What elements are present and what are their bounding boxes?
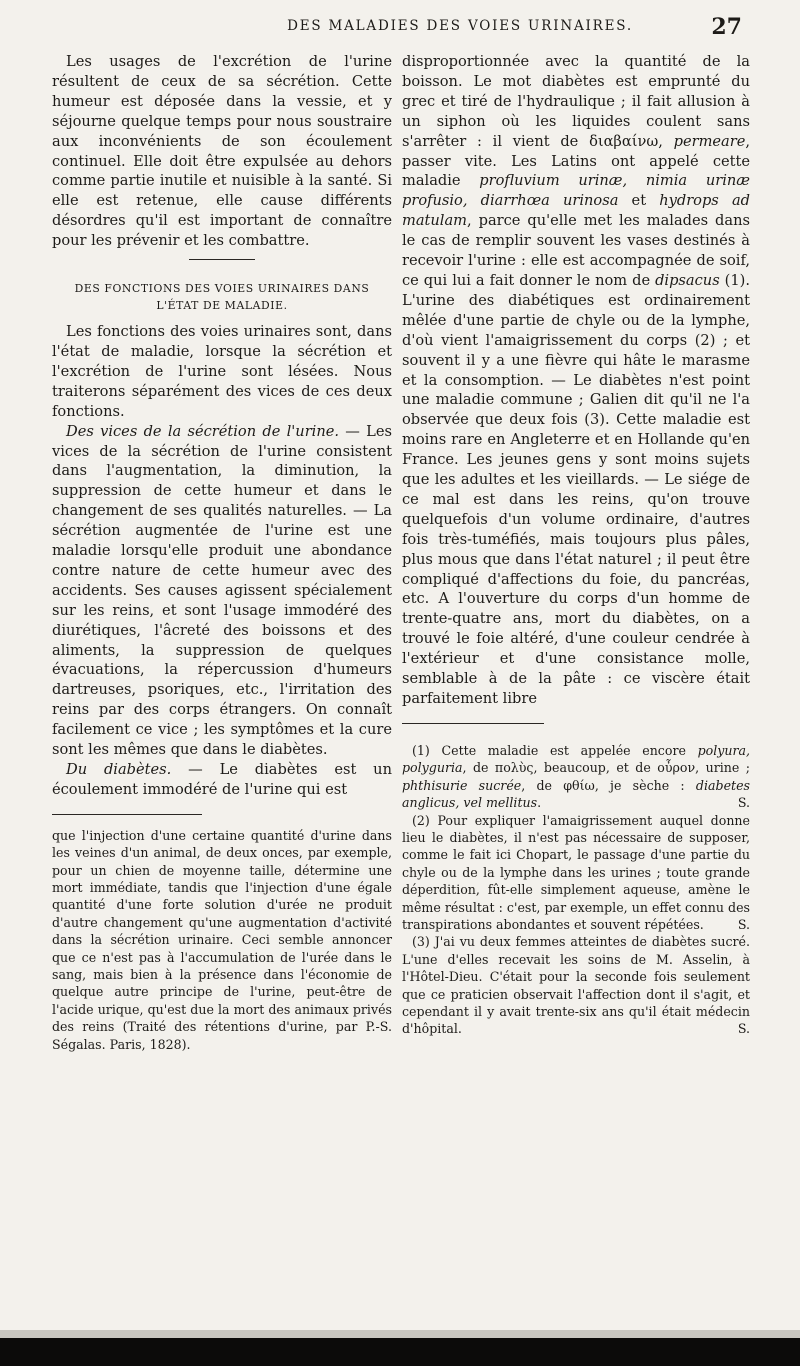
right-column [402,52,750,1038]
running-head: DES MALADIES DES VOIES URINAIRES. [287,18,633,34]
paragraph-fonctions: Les fonctions des voies urinaires sont, dans l'état de maladie, lorsque la sécrétion et l'excrétion de l'urine sont lésées. Nous traiterons séparément des vices de ces deux fonctions. [52,323,392,420]
footnote-2: (2) Pour expliquer l'amaigrissement auquel donne lieu le diabètes, il n'est pas nécessaire de supposer, comme le fait ici Chopart, le passage d'une partie du chyle ou de la lymphe dans les urines ; toute grande déperdition, fût-elle simplement aqueuse, amène le même résultat : c'est, par exemple, un effet connu des transpirations abondantes et souvent répétées. S. [402,812,750,932]
footnote-divider [402,723,544,724]
scan-bottom-band [0,1338,800,1366]
footnotes [402,742,750,1038]
scan-edge [0,1330,800,1338]
page-number: 27 [711,14,742,40]
section-divider [189,259,255,260]
footnote-1: (1) Cette maladie est appelée encore polyura, polyguria, de πολὺς, beaucoup, et de οὖρον, urine ; phthisurie sucrée, de φθίω, je sèche : diabetes anglicus, vel mellitus. S. [402,742,750,811]
left-column [52,52,392,1053]
footnote-signature: S. [737,795,750,811]
paragraph-vices-secretion: Des vices de la sécrétion de l'urine. — Les vices de la sécrétion de l'urine consistent dans l'augmentation, la diminution, la suppression de cette humeur et dans le changement de ses qualités naturelles. — La sécrétion augmentée de l'urine est une maladie lorsqu'elle produit une abondance contre nature de cette humeur avec des accidents. Ses causes agissent spécialement sur les reins, et sont l'usage immodéré des diurétiques, l'âcreté des boissons et des aliments, la suppression de quelques évacuations, la répercussion d'humeurs dartreuses, psoriques, etc., l'irritation des reins par des corps étrangers. On connaît facilement ce vice ; les symptômes et la cure sont les mêmes que dans le diabètes. [52,422,392,759]
subheading-diabetes: Du diabètes. [66,761,172,778]
footnote-signature: S. [737,1021,750,1037]
footnote-continued: que l'injection d'une certaine quantité d'urine dans les veines d'un animal, de deux onces, par exemple, pour un chien de moyenne taille, détermine une mort immédiate, tandis que l'injection d'une égale quantité d'une forte solution d'urée ne produit d'autre changement qu'une augmentation d'activité dans la sécrétion urinaire. Ceci semble annoncer que ce n'est pas à l'accumulation de l'urée dans le sang, mais bien à la présence dans l'économie de quelque autre principe de l'urine, peut-être de l'acide urique, qu'est due la mort des animaux privés des reins (Traité des rétentions d'urine, par P.-S. Ségalas. Paris, 1828). [52,827,392,1052]
paragraph-diabetes: Du diabètes. — Le diabètes est un écoulement immodéré de l'urine qui est [52,761,392,798]
paragraph-diabetes-continued: disproportionnée avec la quantité de la boisson. Le mot diabètes est emprunté du grec et tiré de l'hydraulique ; il fait allusion à un siphon où les liquides coulent sans s'arrêter : il vient de διαβαίνω, permeare, passer vite. Les Latins ont appelé cette maladie profluvium urinæ, nimia urinæ profusio, diarrhœa urinosa et hydrops ad matulam, parce qu'elle met les malades dans le cas de remplir souvent les vases destinés à recevoir l'urine : elle est accompagnée de soif, ce qui lui a fait donner le nom de dipsacus (1). L'urine des diabétiques est ordinairement mêlée d'une partie de chyle ou de la lymphe, d'où vient l'amaigrissement du corps (2) ; et souvent il y a une fièvre qui hâte le marasme et la consomption. — Le diabètes n'est point une maladie commune ; Galien dit qu'il ne l'a observée que deux fois (3). Cette maladie est moins rare en Angleterre et en Hollande qu'en France. Les jeunes gens y sont moins sujets que les adultes et les vieillards. — Le siége de ce mal est dans les reins, qu'on trouve quelquefois d'un volume ordinaire, d'autres fois très-tuméfiés, mais toujours plus pâles, plus mous que dans l'état naturel ; il peut être compliqué d'affections du foie, du pancréas, etc. A l'ouverture du corps d'un homme de trente-quatre ans, mort du diabètes, on a trouvé le foie altéré, d'une couleur cendrée à l'extérieur et d'une consistance molle, semblable à de la pâte : ce viscère était parfaitement libre [402,53,750,707]
section-heading-line1: DES FONCTIONS DES VOIES URINAIRES DANS [74,282,370,296]
footnote-signature: S. [737,916,750,932]
subheading-vices-secretion: Des vices de la sécrétion de l'urine. [66,422,340,440]
section-heading-line2: L'ÉTAT DE MALADIE. [156,299,288,313]
paragraph-usages: Les usages de l'excrétion de l'urine résultent de ceux de sa sécrétion. Cette humeur est déposée dans la vessie, et y séjourne quelque temps pour nous soustraire aux inconvénients de son écoulement continuel. Elle doit être expulsée au dehors comme partie inutile et nuisible à la santé. Si elle est retenue, elle cause différents désordres qu'il est important de connaître pour les prévenir et les combattre. [52,53,392,250]
footnote-3: (3) J'ai vu deux femmes atteintes de diabètes sucré. L'une d'elles recevait les soins de M. Asselin, à l'Hôtel-Dieu. C'était pour la seconde fois seulement que ce praticien observait l'affection dont il s'agit, et cependant il y avait trente-six ans qu'il était médecin d'hôpital. S. [402,934,750,1037]
footnote-divider [52,814,202,815]
